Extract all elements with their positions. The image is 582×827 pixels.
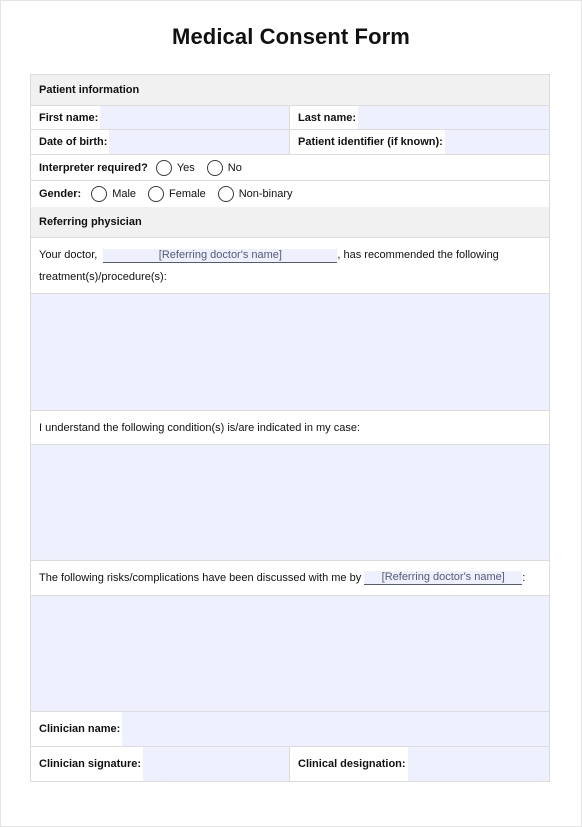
clinical-designation-label: Clinical designation:: [298, 758, 406, 770]
colon-text: :: [522, 572, 526, 584]
patient-id-label: Patient identifier (if known):: [298, 136, 443, 148]
interpreter-row: [31, 155, 549, 181]
interpreter-label: Interpreter required?: [39, 161, 148, 174]
last-name-label: Last name:: [298, 111, 357, 124]
risks-statement: [31, 561, 549, 596]
recommended-text: , has recommended the following: [337, 249, 499, 261]
clinician-signature-field[interactable]: [143, 747, 289, 781]
clinician-name-row: [31, 712, 549, 747]
radio-no[interactable]: [207, 160, 223, 176]
yes-label: Yes: [176, 161, 195, 174]
male-label: Male: [112, 188, 137, 200]
radio-male[interactable]: [91, 186, 107, 202]
gender-label: Gender:: [39, 188, 82, 200]
gender-row: [31, 181, 549, 207]
female-label: Female: [169, 188, 206, 200]
section-header-patient-info: [31, 74, 549, 105]
dob-cell: [31, 130, 289, 154]
no-label: No: [227, 161, 242, 174]
treatment-text: treatment(s)/procedure(s):: [39, 271, 167, 283]
interpreter-yes-option[interactable]: [156, 160, 195, 176]
first-name-label: First name:: [39, 111, 99, 124]
name-row: [31, 105, 549, 130]
interpreter-no-option[interactable]: [207, 160, 242, 176]
section-label: Patient information: [39, 84, 140, 96]
clinician-signature-label: Clinician signature:: [39, 758, 142, 770]
radio-yes[interactable]: [156, 160, 172, 176]
risks-doctor-name-field[interactable]: [Referring doctor's name]: [364, 571, 522, 585]
clinical-designation-field[interactable]: [408, 747, 549, 781]
consent-form: [30, 74, 550, 782]
section-label: Referring physician: [39, 216, 142, 228]
first-name-cell: [31, 106, 289, 129]
page-title: Medical Consent Form: [172, 24, 410, 49]
risks-text: The following risks/complications have been discussed with me by: [39, 572, 362, 584]
radio-female[interactable]: [148, 186, 164, 202]
clinical-designation-cell: [289, 747, 549, 781]
first-name-field[interactable]: [100, 106, 289, 129]
gender-female-option[interactable]: [148, 186, 206, 202]
clinician-signature-cell: [31, 747, 289, 781]
last-name-cell: [289, 106, 549, 129]
gender-nonbinary-option[interactable]: [218, 186, 293, 202]
last-name-field[interactable]: [358, 106, 549, 129]
condition-text: I understand the following condition(s) is/are indicated in my case:: [39, 421, 361, 434]
nonbinary-label: Non-binary: [238, 188, 293, 200]
clinician-name-label: Clinician name:: [39, 723, 121, 735]
section-header-referring-physician: [31, 207, 549, 237]
referral-statement: [31, 237, 549, 294]
your-doctor-text: Your doctor,: [39, 249, 98, 261]
referring-doctor-name-field[interactable]: [Referring doctor's name]: [103, 249, 337, 263]
patient-id-field[interactable]: [445, 130, 549, 154]
gender-male-option[interactable]: [91, 186, 136, 202]
clinician-name-field[interactable]: [122, 712, 549, 746]
dob-field[interactable]: [109, 130, 289, 154]
radio-nonbinary[interactable]: [218, 186, 234, 202]
clinician-name-cell: [31, 712, 549, 746]
treatment-entry-area[interactable]: [31, 294, 549, 411]
dob-row: [31, 130, 549, 155]
risks-entry-area[interactable]: [31, 596, 549, 712]
dob-label: Date of birth:: [39, 136, 108, 148]
condition-entry-area[interactable]: [31, 445, 549, 561]
condition-statement: [31, 411, 549, 445]
patient-id-cell: [289, 130, 549, 154]
clinician-signature-row: [31, 747, 549, 782]
